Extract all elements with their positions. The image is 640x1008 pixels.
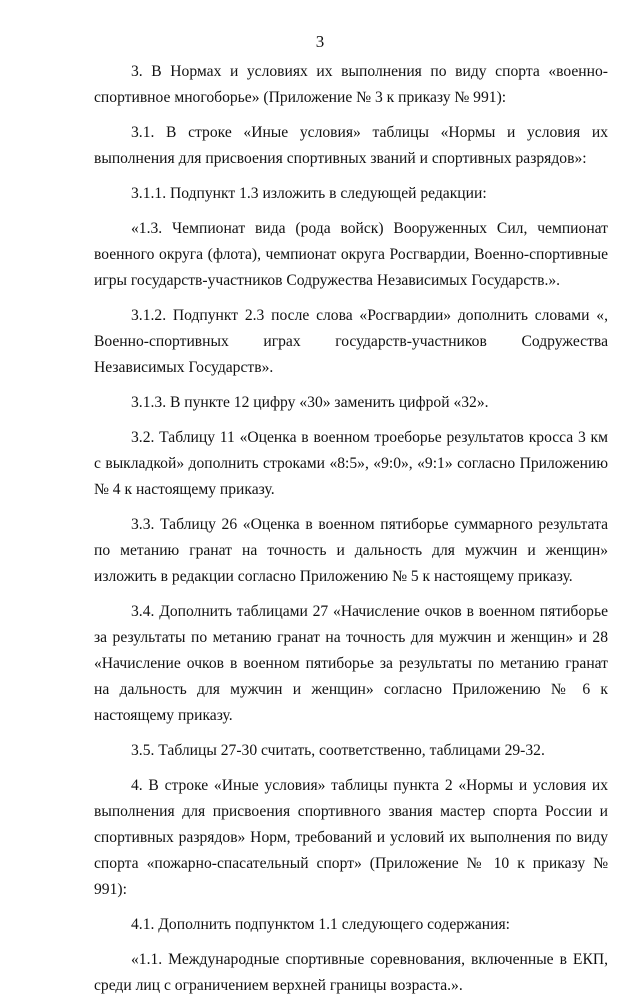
paragraph-3-1-1: 3.1.1. Подпункт 1.3 изложить в следующей редакции: — [131, 185, 487, 202]
document-body — [94, 59, 608, 1008]
paragraph-4: 4. В строке «Иные условия» таблицы пункта 2 «Нормы и условия их выполнения для присвоения спортивного звания мастер спорта России и спортивных разрядов» Норм, требований и условий их выполнения по виду спорта «пожарно-спасательный спорт» (Приложение № 10 к приказу № 991): — [94, 777, 608, 898]
paragraph-3: 3. В Нормах и условиях их выполнения по виду спорта «военно-спортивное многоборье» (Приложение № 3 к приказу № 991): — [94, 63, 608, 106]
paragraph-3-3: 3.3. Таблицу 26 «Оценка в военном пятиборье суммарного результата по метанию гранат на точность и дальность для мужчин и женщин» изложить в редакции согласно Приложению № 5 к настоящему приказу. — [94, 516, 608, 585]
paragraph-3-2: 3.2. Таблицу 11 «Оценка в военном троеборье результатов кросса 3 км с выкладкой» дополнить строками «8:5», «9:0», «9:1» согласно Приложению № 4 к настоящему приказу. — [94, 429, 608, 498]
paragraph-3-5: 3.5. Таблицы 27-30 считать, соответственно, таблицами 29-32. — [131, 742, 545, 759]
paragraph-3-1-3: 3.1.3. В пункте 12 цифру «30» заменить цифрой «32». — [131, 394, 489, 411]
paragraph-quote-1-3: «1.3. Чемпионат вида (рода войск) Вооруженных Сил, чемпионат военного округа (флота), чемпионат округа Росгвардии, Военно-спортивные игры государств-участников Содружества Независимых Государств.». — [94, 220, 608, 289]
paragraph-3-1: 3.1. В строке «Иные условия» таблицы «Нормы и условия их выполнения для присвоения спортивных званий и спортивных разрядов»: — [94, 124, 608, 167]
paragraph-3-1-2: 3.1.2. Подпункт 2.3 после слова «Росгвардии» дополнить словами «, Военно-спортивных играх государств-участников Содружества Независимых Государств». — [94, 307, 608, 376]
paragraph-3-4: 3.4. Дополнить таблицами 27 «Начисление очков в военном пятиборье за результаты по метанию гранат на точность для мужчин и женщин» и 28 «Начисление очков в военном пятиборье за результаты по метанию гранат на дальность для мужчин и женщин» согласно Приложению № 6 к настоящему приказу. — [94, 603, 608, 724]
page-number: 3 — [315, 32, 325, 51]
paragraph-quote-1-1: «1.1. Международные спортивные соревнования, включенные в ЕКП, среди лиц с ограничением верхней границы возраста.». — [94, 951, 608, 994]
paragraph-4-1: 4.1. Дополнить подпунктом 1.1 следующего содержания: — [131, 916, 510, 933]
